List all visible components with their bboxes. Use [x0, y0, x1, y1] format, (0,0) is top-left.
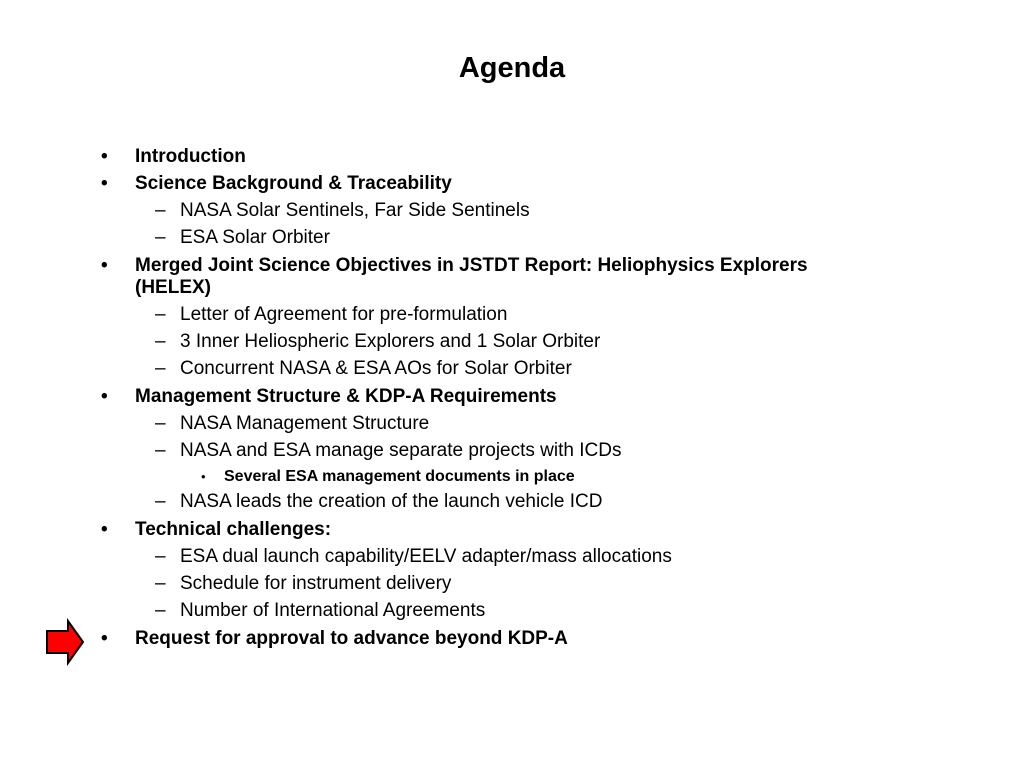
agenda-subitem-label: NASA leads the creation of the launch vehicle ICD [180, 491, 603, 512]
dash-marker: – [155, 200, 166, 221]
agenda-item-label: Technical challenges: [135, 519, 332, 540]
agenda-subitem-label: ESA Solar Orbiter [180, 227, 330, 248]
arrow-right-icon [44, 618, 86, 666]
dash-marker: – [155, 304, 166, 325]
agenda-subitem-label: ESA dual launch capability/EELV adapter/mass allocations [180, 546, 672, 567]
bullet-marker: • [101, 628, 108, 649]
dash-marker: – [155, 331, 166, 352]
dash-marker: – [155, 600, 166, 621]
dash-marker: – [155, 358, 166, 379]
agenda-subitem-label: NASA Management Structure [180, 413, 430, 434]
agenda-item-label: Science Background & Traceability [135, 173, 452, 194]
dash-marker: – [155, 227, 166, 248]
agenda-subitem-label: Schedule for instrument delivery [180, 573, 452, 594]
arrow-shape [47, 621, 83, 663]
agenda-item-label: Management Structure & KDP-A Requirements [135, 386, 557, 407]
agenda-subsubitem-label: Several ESA management documents in place [224, 468, 575, 485]
agenda-subitem-label: Number of International Agreements [180, 600, 486, 621]
agenda-subitem-label: NASA and ESA manage separate projects with ICDs [180, 440, 622, 461]
bullet-marker: • [101, 146, 108, 167]
agenda-subitem-label: NASA Solar Sentinels, Far Side Sentinels [180, 200, 530, 221]
slide-title: Agenda [458, 52, 566, 84]
dash-marker: – [155, 573, 166, 594]
agenda-item-label: Introduction [135, 146, 246, 167]
agenda-subitem-label: Letter of Agreement for pre-formulation [180, 304, 508, 325]
bullet-marker: • [101, 519, 108, 540]
dash-marker: – [155, 440, 166, 461]
agenda-item-label: Merged Joint Science Objectives in JSTDT Report: Heliophysics Explorers (HELEX) [135, 255, 808, 298]
agenda-subitem-label: Concurrent NASA & ESA AOs for Solar Orbiter [180, 358, 572, 379]
bullet-marker: • [201, 469, 206, 484]
agenda-item-label: Request for approval to advance beyond KDP-A [135, 628, 568, 649]
agenda-subitem-label: 3 Inner Heliospheric Explorers and 1 Solar Orbiter [180, 331, 601, 352]
bullet-marker: • [101, 255, 108, 276]
bullet-marker: • [101, 173, 108, 194]
bullet-marker: • [101, 386, 108, 407]
dash-marker: – [155, 413, 166, 434]
dash-marker: – [155, 491, 166, 512]
dash-marker: – [155, 546, 166, 567]
